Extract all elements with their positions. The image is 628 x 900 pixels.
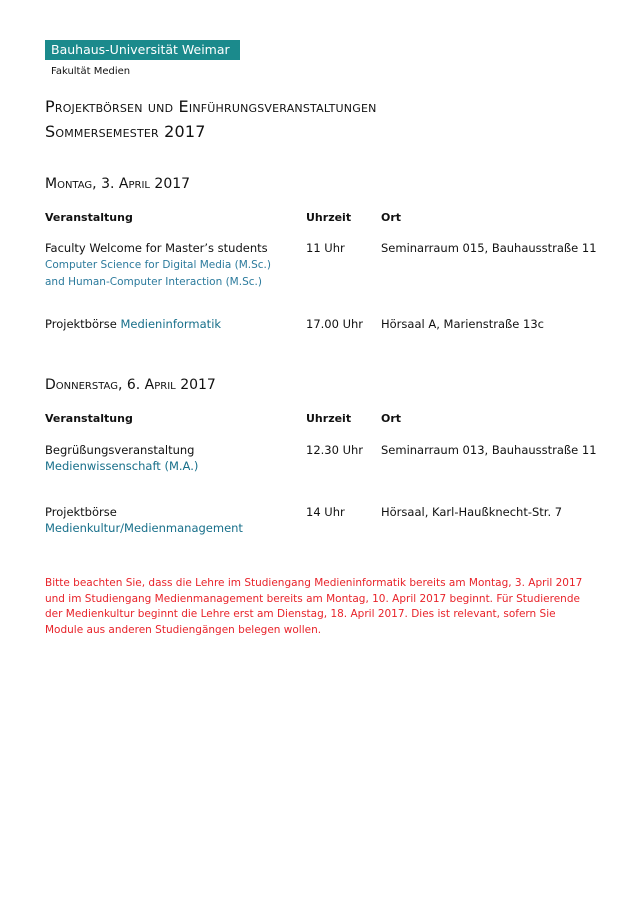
column-header-time: Uhrzeit — [306, 211, 352, 224]
faculty-name: Fakultät Medien — [51, 66, 131, 77]
event-program-2: and Human-Computer Interaction (M.Sc.) — [45, 276, 262, 288]
event-location: Seminarraum 013, Bauhausstraße 11 — [381, 443, 597, 457]
event-title — [45, 504, 243, 536]
event-time: 17.00 Uhr — [306, 317, 364, 331]
event-program: Medieninformatik — [120, 317, 222, 331]
title-line-2: Sommersemester 2017 — [45, 122, 206, 141]
university-logo — [45, 40, 240, 60]
event-program: Medienkultur/Medienmanagement — [45, 521, 243, 535]
event-location: Hörsaal, Karl-Haußknecht-Str. 7 — [381, 505, 563, 519]
column-header-event: Veranstaltung — [45, 211, 133, 224]
notice-line-2: und im Studiengang Medienmanagement bereits am Montag, 10. April 2017 beginnt. Für Studierende — [45, 592, 580, 605]
event-time: 11 Uhr — [306, 241, 345, 255]
event-name: Projektbörse — [45, 317, 117, 331]
event-title — [45, 240, 271, 290]
event-name: Begrüßungsveranstaltung — [45, 443, 195, 457]
notice-line-4: Module aus anderen Studiengängen belegen wollen. — [45, 623, 322, 636]
event-program: Medienwissenschaft (M.A.) — [45, 459, 199, 473]
notice-line-3: der Medienkultur beginnt die Lehre erst am Dienstag, 18. April 2017. Dies ist relevant, sofern Sie — [45, 608, 556, 620]
column-header-event: Veranstaltung — [45, 412, 133, 425]
event-program-1: Computer Science for Digital Media (M.Sc.) — [45, 259, 271, 271]
page-title — [45, 94, 377, 144]
university-name: Bauhaus-Universität Weimar — [51, 42, 230, 57]
title-line-1: Projektbörsen und Einführungsveranstaltungen — [45, 97, 377, 116]
event-name: Projektbörse — [45, 505, 117, 519]
notice-text — [45, 576, 605, 638]
notice-line-1: Bitte beachten Sie, dass die Lehre im Studiengang Medieninformatik bereits am Montag, 3. April 2017 — [45, 577, 583, 589]
event-time: 14 Uhr — [306, 505, 345, 519]
day-heading-thursday: Donnerstag, 6. April 2017 — [45, 377, 216, 393]
event-time: 12.30 Uhr — [306, 443, 364, 457]
event-location: Seminarraum 015, Bauhausstraße 11 — [381, 241, 597, 255]
column-header-location: Ort — [381, 211, 402, 224]
event-location: Hörsaal A, Marienstraße 13c — [381, 317, 544, 331]
event-title — [45, 316, 221, 332]
day-heading-monday: Montag, 3. April 2017 — [45, 176, 191, 192]
event-name: Faculty Welcome for Master’s students — [45, 241, 268, 255]
column-header-location: Ort — [381, 412, 402, 425]
column-header-time: Uhrzeit — [306, 412, 352, 425]
event-title — [45, 442, 198, 474]
